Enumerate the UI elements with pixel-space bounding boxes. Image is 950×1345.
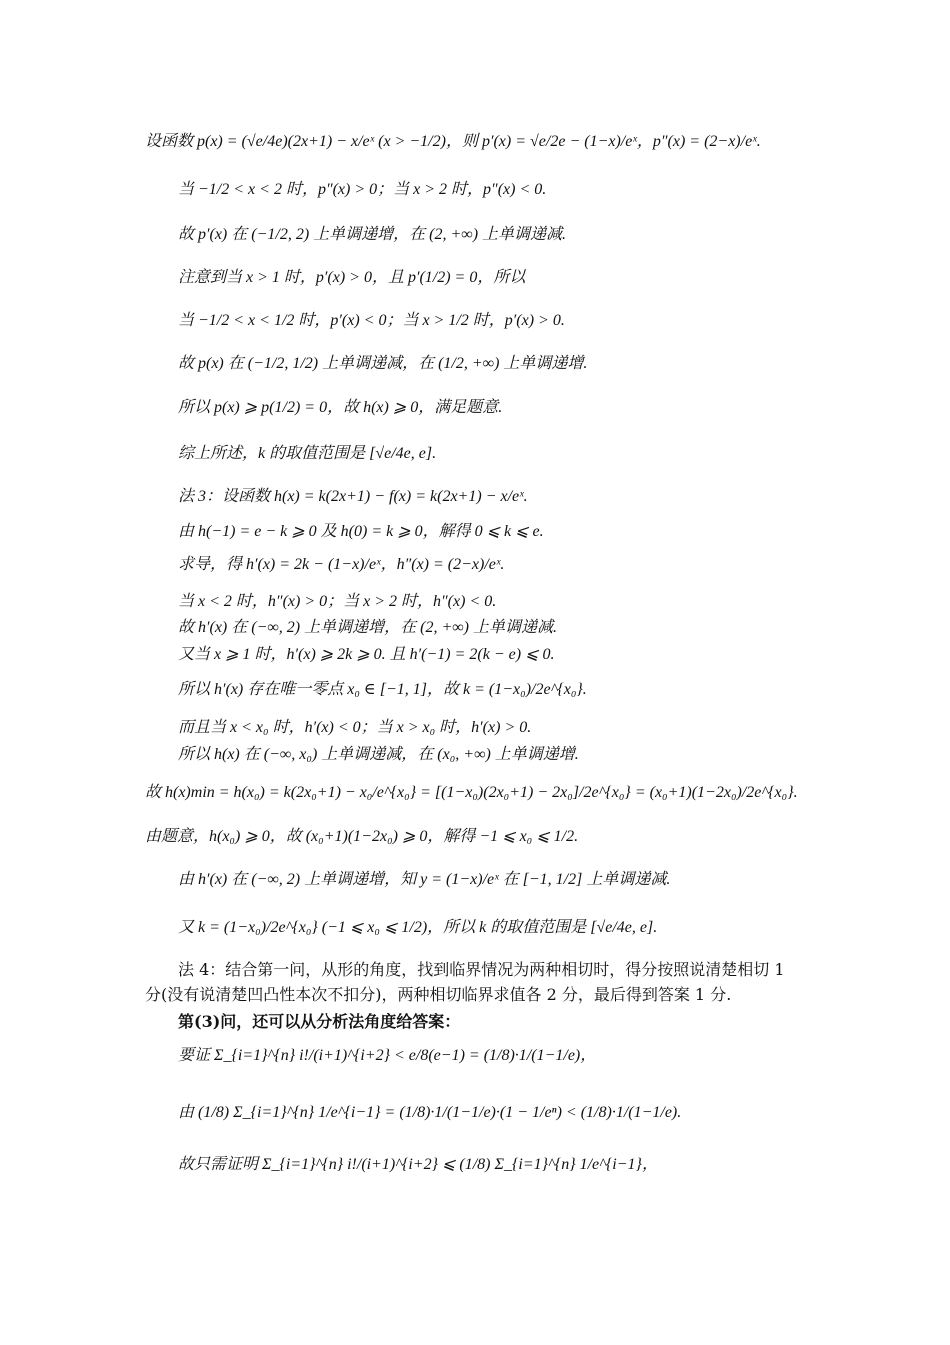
text-line-17: 所以 h(x) 在 (−∞, x₀) 上单调递减，在 (x₀, +∞) 上单调递增. xyxy=(178,746,579,763)
text-line-24: 第(3)问，还可以从分析法角度给答案： xyxy=(178,1012,461,1031)
text-line-22: 法 4：结合第一问，从形的角度，找到临界情况为两种相切时，得分按照说清楚相切 1 xyxy=(178,960,785,979)
text-line-4: 注意到当 x > 1 时，p′(x) > 0，且 p′(1/2) = 0，所以 xyxy=(178,269,526,286)
text-line-7: 所以 p(x) ⩾ p(1/2) = 0，故 h(x) ⩾ 0，满足题意. xyxy=(178,399,503,416)
text-line-2: 当 −1/2 < x < 2 时，p″(x) > 0；当 x > 2 时，p″(x) < 0. xyxy=(178,181,547,198)
text-line-19: 由题意，h(x₀) ⩾ 0，故 (x₀+1)(1−2x₀) ⩾ 0，解得 −1 ⩽ x₀ ⩽ 1/2. xyxy=(145,828,579,845)
text-line-10: 由 h(−1) = e − k ⩾ 0 及 h(0) = k ⩾ 0，解得 0 ⩽ k ⩽ e. xyxy=(178,523,544,540)
text-line-13: 故 h′(x) 在 (−∞, 2) 上单调递增，在 (2, +∞) 上单调递减. xyxy=(178,619,557,636)
text-line-9: 法 3：设函数 h(x) = k(2x+1) − f(x) = k(2x+1) − x/eˣ. xyxy=(178,488,528,505)
text-line-23: 分(没有说清楚凹凸性本次不扣分)，两种相切临界求值各 2 分，最后得到答案 1 分. xyxy=(145,985,732,1004)
text-line-15: 所以 h′(x) 存在唯一零点 x₀ ∈ [−1, 1]，故 k = (1−x₀)/2e^{x₀}. xyxy=(178,681,587,698)
text-line-14: 又当 x ⩾ 1 时，h′(x) ⩾ 2k ⩾ 0. 且 h′(−1) = 2(k − e) ⩽ 0. xyxy=(178,646,555,663)
text-line-11: 求导，得 h′(x) = 2k − (1−x)/eˣ，h″(x) = (2−x)/eˣ. xyxy=(178,556,505,573)
text-line-12: 当 x < 2 时，h″(x) > 0；当 x > 2 时，h″(x) < 0. xyxy=(178,593,497,610)
text-line-8: 综上所述，k 的取值范围是 [√e/4e, e]. xyxy=(178,445,437,462)
text-line-18: 故 h(x)min = h(x₀) = k(2x₀+1) − x₀/e^{x₀} = [(1−x₀)(2x₀+1) − 2x₀]/2e^{x₀} = (x₀+1)(1−2x₀)/2e^{x₀}. xyxy=(145,784,798,801)
text-line-20: 由 h′(x) 在 (−∞, 2) 上单调递增，知 y = (1−x)/eˣ 在 [−1, 1/2] 上单调递减. xyxy=(178,871,671,888)
text-line-16: 而且当 x < x₀ 时，h′(x) < 0；当 x > x₀ 时，h′(x) > 0. xyxy=(178,719,532,736)
text-line-6: 故 p(x) 在 (−1/2, 1/2) 上单调递减，在 (1/2, +∞) 上单调递增. xyxy=(178,355,588,372)
text-line-5: 当 −1/2 < x < 1/2 时，p′(x) < 0；当 x > 1/2 时，p′(x) > 0. xyxy=(178,312,565,329)
text-line-26: 由 (1/8) Σ_{i=1}^{n} 1/e^{i−1} = (1/8)·1/(1−1/e)·(1 − 1/eⁿ) < (1/8)·1/(1−1/e). xyxy=(178,1104,682,1121)
text-line-21: 又 k = (1−x₀)/2e^{x₀} (−1 ⩽ x₀ ⩽ 1/2)，所以 k 的取值范围是 [√e/4e, e]. xyxy=(178,919,658,936)
text-line-25: 要证 Σ_{i=1}^{n} i!/(i+1)^{i+2} < e/8(e−1) = (1/8)·1/(1−1/e)， xyxy=(178,1047,597,1064)
text-line-3: 故 p′(x) 在 (−1/2, 2) 上单调递增，在 (2, +∞) 上单调递减. xyxy=(178,226,567,243)
text-line-1: 设函数 p(x) = (√e/4e)(2x+1) − x/eˣ (x > −1/2)，则 p′(x) = √e/2e − (1−x)/eˣ，p″(x) = (2−x)/eˣ. xyxy=(145,133,761,150)
text-line-27: 故只需证明 Σ_{i=1}^{n} i!/(i+1)^{i+2} ⩽ (1/8) Σ_{i=1}^{n} 1/e^{i−1}， xyxy=(178,1156,658,1173)
